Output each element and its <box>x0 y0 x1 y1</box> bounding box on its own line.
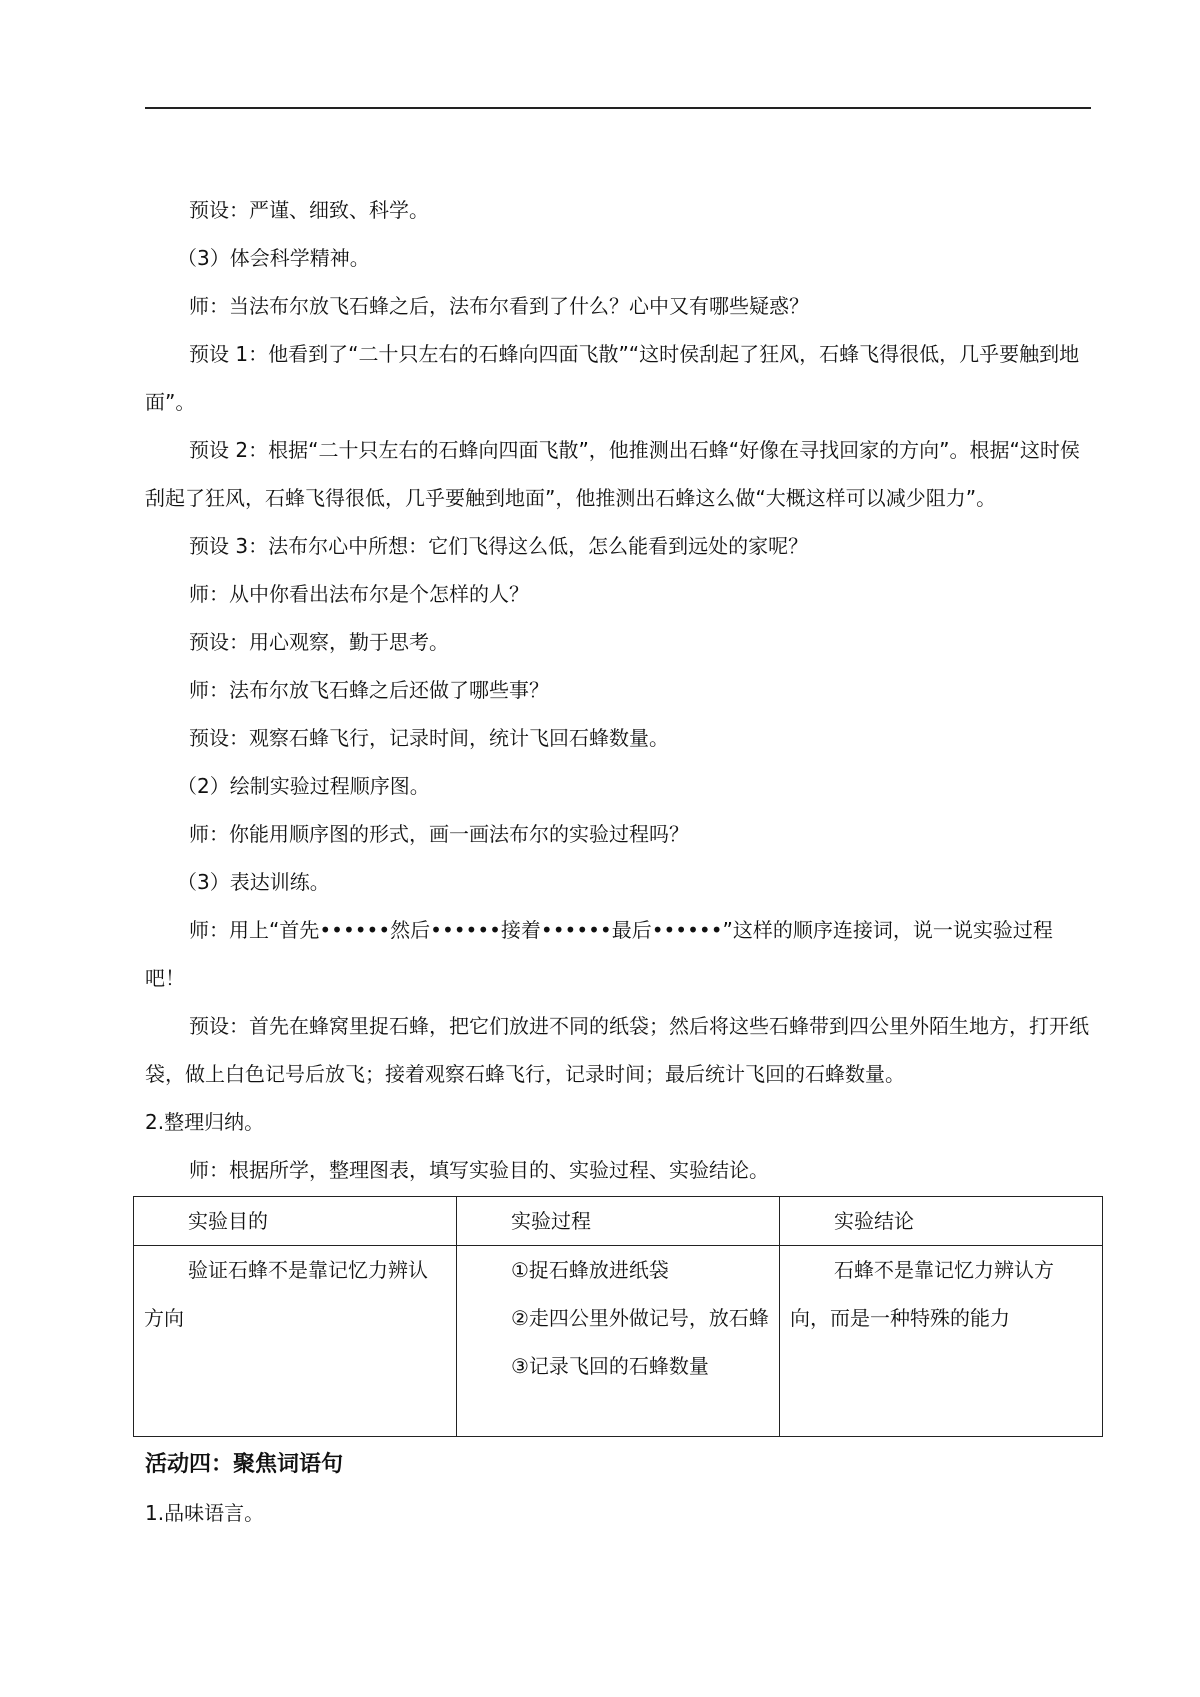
paragraph: 预设：观察石蜂飞行，记录时间，统计飞回石蜂数量。 <box>189 726 669 750</box>
section-item: 1.品味语言。 <box>145 1501 265 1525</box>
experiment-table <box>133 1196 1103 1437</box>
paragraph: 师：法布尔放飞石蜂之后还做了哪些事？ <box>189 678 549 702</box>
document-body <box>145 186 1091 1537</box>
table-header-cell: 实验结论 <box>780 1197 1103 1246</box>
paragraph: 预设 3：法布尔心中所想：它们飞得这么低，怎么能看到远处的家呢？ <box>189 534 809 558</box>
table-header-cell: 实验目的 <box>134 1197 457 1246</box>
process-step: ③记录飞回的石蜂数量 <box>511 1354 709 1378</box>
conclusion-text: 石蜂不是靠记忆力辨认方向，而是一种特殊的能力 <box>790 1258 1054 1330</box>
paragraph: 预设 2：根据“二十只左右的石蜂向四面飞散”，他推测出石蜂“好像在寻找回家的方向”。根据“这时侯刮起了狂风，石蜂飞得很低，几乎要触到地面”，他推测出石蜂这么做“大概这样可以减少阻力”。 <box>145 438 1080 510</box>
header-rule <box>145 107 1091 109</box>
paragraph: 预设 1：他看到了“二十只左右的石蜂向四面飞散”“这时侯刮起了狂风，石蜂飞得很低，几乎要触到地面”。 <box>145 342 1080 414</box>
paragraph: 师：你能用顺序图的形式，画一画法布尔的实验过程吗？ <box>189 822 689 846</box>
purpose-text: 验证石蜂不是靠记忆力辨认方向 <box>144 1258 428 1330</box>
paragraph: （3）表达训练。 <box>177 870 330 894</box>
table-header-cell: 实验过程 <box>457 1197 780 1246</box>
paragraph: 师：当法布尔放飞石蜂之后，法布尔看到了什么？心中又有哪些疑惑？ <box>189 294 809 318</box>
paragraph: 预设：用心观察，勤于思考。 <box>189 630 449 654</box>
table-cell-process <box>457 1246 780 1437</box>
paragraph: 师：根据所学，整理图表，填写实验目的、实验过程、实验结论。 <box>189 1158 769 1182</box>
section-item: 2.整理归纳。 <box>145 1110 265 1134</box>
table-cell-purpose <box>134 1246 457 1437</box>
table-cell-conclusion <box>780 1246 1103 1437</box>
table-header-row <box>134 1197 1103 1246</box>
paragraph: 师：用上“首先••••••然后••••••接着••••••最后••••••”这样的顺序连接词，说一说实验过程吧！ <box>145 918 1053 990</box>
process-step: ①捉石蜂放进纸袋 <box>511 1258 669 1282</box>
paragraph: （3）体会科学精神。 <box>177 246 370 270</box>
paragraph: （2）绘制实验过程顺序图。 <box>177 774 430 798</box>
table-row <box>134 1246 1103 1437</box>
paragraph: 预设：首先在蜂窝里捉石蜂，把它们放进不同的纸袋；然后将这些石蜂带到四公里外陌生地方，打开纸袋，做上白色记号后放飞；接着观察石蜂飞行，记录时间；最后统计飞回的石蜂数量。 <box>145 1014 1089 1086</box>
paragraph: 师：从中你看出法布尔是个怎样的人？ <box>189 582 529 606</box>
activity-heading: 活动四：聚焦词语句 <box>145 1452 344 1477</box>
process-step: ②走四公里外做记号，放石蜂 <box>511 1306 769 1330</box>
paragraph: 预设：严谨、细致、科学。 <box>189 198 429 222</box>
